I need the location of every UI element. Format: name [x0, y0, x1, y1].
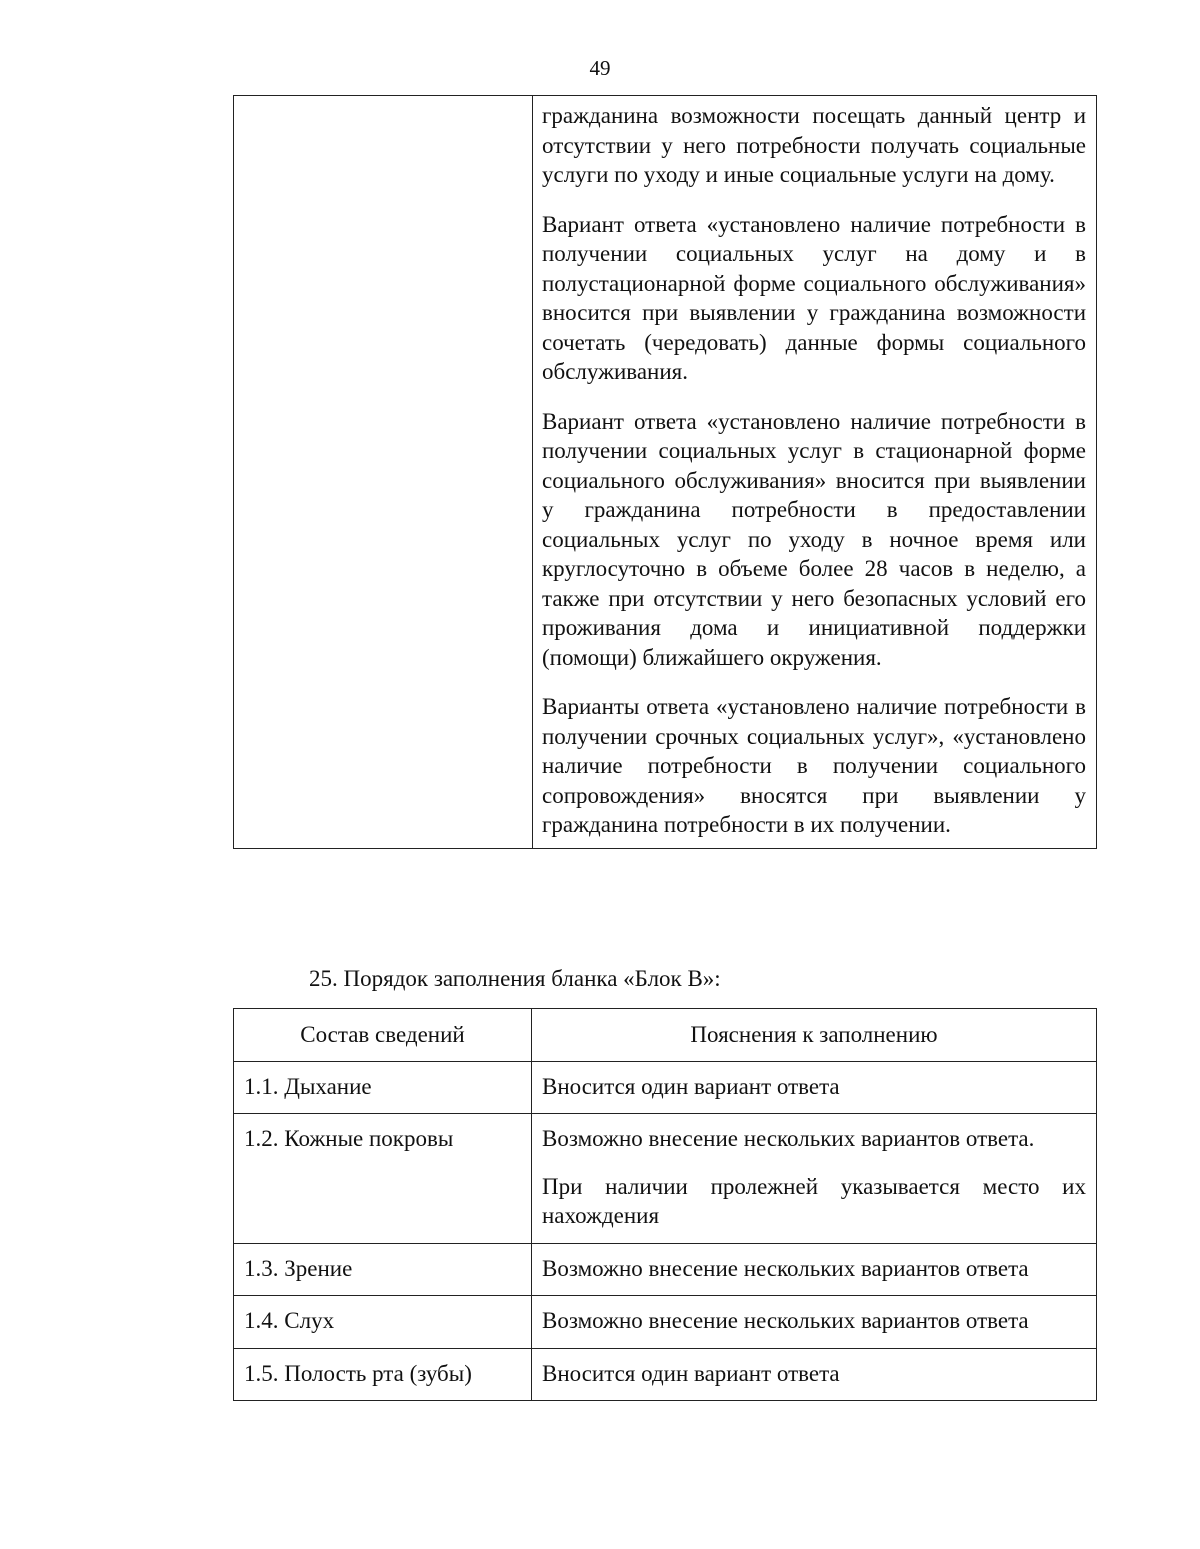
fill-order-table [233, 1008, 1097, 1401]
row-name: 1.5. Полость рта (зубы) [234, 1348, 532, 1401]
column-header: Состав сведений [234, 1009, 532, 1062]
row-name: 1.2. Кожные покровы [234, 1114, 532, 1244]
row-notes [532, 1348, 1097, 1401]
note-text: При наличии пролежней указывается место их нахождения [542, 1173, 1086, 1228]
note-text: Возможно внесение нескольких вариантов ответа [542, 1255, 1029, 1281]
note-text: Возможно внесение нескольких вариантов ответа [542, 1308, 1029, 1333]
row-name: 1.3. Зрение [234, 1243, 532, 1296]
row-notes [532, 1243, 1097, 1296]
table-row [234, 1296, 1097, 1349]
section-heading: 25. Порядок заполнения бланка «Блок В»: [309, 966, 721, 991]
note-text: Вносится один вариант ответа [542, 1360, 840, 1386]
empty-cell [234, 96, 533, 849]
page-number: 49 [589, 56, 611, 80]
row-notes [532, 1061, 1097, 1114]
continued-table [233, 95, 1097, 849]
table-row [234, 1243, 1097, 1296]
row-notes [532, 1296, 1097, 1349]
table-row [234, 1114, 1097, 1244]
row-notes [532, 1114, 1097, 1244]
note-text: Возможно внесение нескольких вариантов ответа. [542, 1126, 1035, 1151]
paragraph: гражданина возможности посещать данный центр и отсутствии у него потребности получать социальные услуги по уходу и иные социальные услуги на дому. [542, 103, 1086, 187]
row-name: 1.4. Слух [234, 1296, 532, 1349]
row-name: 1.1. Дыхание [234, 1061, 532, 1114]
table-header-row [234, 1009, 1097, 1062]
paragraph: Вариант ответа «установлено наличие потребности в получении социальных услуг в стационарной форме социального обслуживания» вносится при выявлении у гражданина потребности в предоставлении социальных услуг по уходу в ночное время или круглосуточно в объеме более 28 часов в неделю, а также при отсутствии у него безопасных условий его проживания дома и инициативной поддержки (помощи) ближайшего окружения. [542, 408, 1086, 670]
paragraph: Вариант ответа «установлено наличие потребности в получении социальных услуг на дому и в полустационарной форме социального обслуживания» вносится при выявлении у гражданина возможности сочетать (чередовать) данные формы социального обслуживания. [542, 211, 1086, 384]
table-row [234, 1061, 1097, 1114]
note-text: Вносится один вариант ответа [542, 1073, 840, 1099]
table-row [234, 96, 1097, 849]
column-header: Пояснения к заполнению [532, 1009, 1097, 1062]
table-row [234, 1348, 1097, 1401]
paragraph: Варианты ответа «установлено наличие потребности в получении срочных социальных услуг», «установлено наличие потребности в получении социального сопровождения» вносятся при выявлении у гражданина потребности в их получении. [542, 694, 1086, 837]
explanation-cell [533, 96, 1097, 849]
